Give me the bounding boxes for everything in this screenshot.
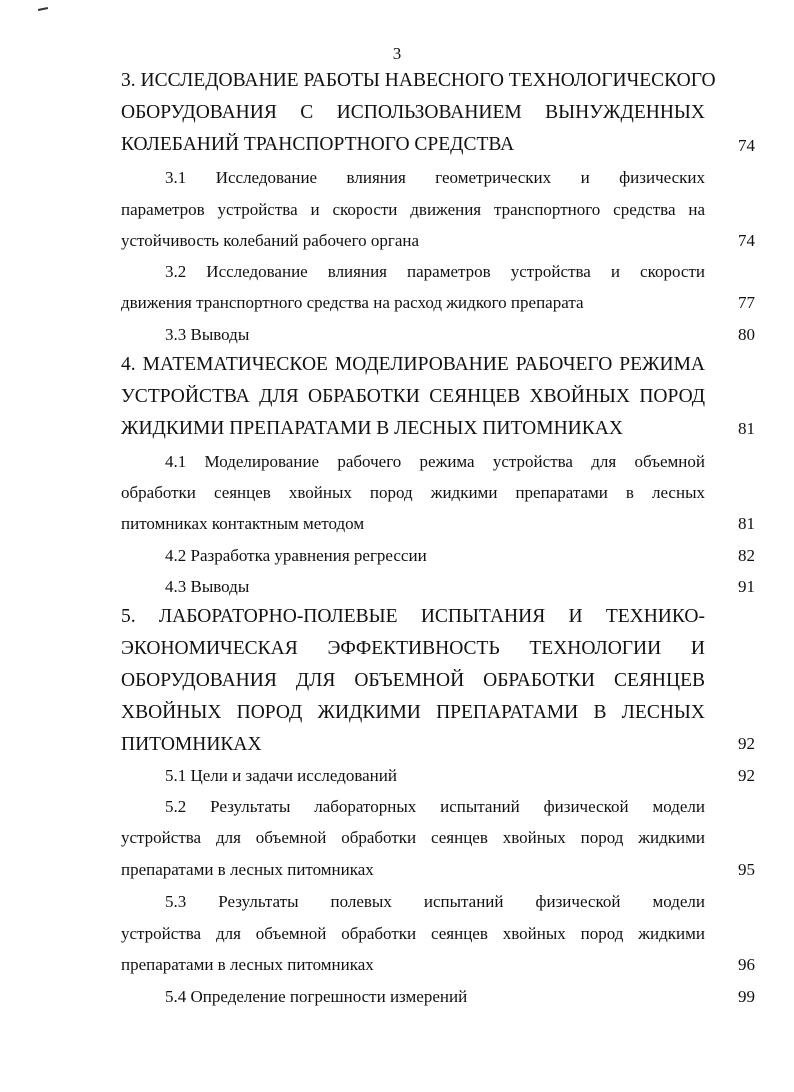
toc-chapter-3-line-2: ОБОРУДОВАНИЯ С ИСПОЛЬЗОВАНИЕМ ВЫНУЖДЕННЫХ [121,102,705,123]
toc-chapter-5-line-2: ЭКОНОМИЧЕСКАЯ ЭФФЕКТИВНОСТЬ ТЕХНОЛОГИИ И [121,638,705,659]
page-number: 3 [392,44,402,63]
toc-section-5-4-page: 99 [738,987,755,1006]
toc-section-4-2-page: 82 [738,546,755,565]
toc-section-5-3-page: 96 [738,955,755,974]
toc-chapter-3-line-3: КОЛЕБАНИЙ ТРАНСПОРТНОГО СРЕДСТВА [121,134,515,155]
toc-section-4-1-line-3: питомниках контактным методом [121,514,365,533]
toc-section-3-2-page: 77 [738,293,755,312]
toc-section-3-3-line-1: 3.3 Выводы [165,325,250,344]
toc-chapter-5-line-3: ОБОРУДОВАНИЯ ДЛЯ ОБЪЕМНОЙ ОБРАБОТКИ СЕЯНЦЕВ [121,670,705,691]
toc-chapter-5-line-4: ХВОЙНЫХ ПОРОД ЖИДКИМИ ПРЕПАРАТАМИ В ЛЕСНЫХ [121,702,705,723]
toc-section-4-2-line-1: 4.2 Разработка уравнения регрессии [165,546,427,565]
toc-section-4-3-line-1: 4.3 Выводы [165,577,250,596]
toc-section-5-4-line-1: 5.4 Определение погрешности измерений [165,987,468,1006]
toc-section-5-1-line-1: 5.1 Цели и задачи исследований [165,766,397,785]
toc-section-3-3-page: 80 [738,325,755,344]
toc-chapter-5-line-1: 5. ЛАБОРАТОРНО-ПОЛЕВЫЕ ИСПЫТАНИЯ И ТЕХНИКО- [121,606,705,627]
toc-chapter-3-line-1: 3. ИССЛЕДОВАНИЕ РАБОТЫ НАВЕСНОГО ТЕХНОЛОГИЧЕСКОГО [121,70,716,91]
toc-section-5-1-page: 92 [738,766,755,785]
toc-section-5-3-line-2: устройства для объемной обработки сеянцев хвойных пород жидкими [121,924,705,943]
toc-section-5-2-line-2: устройства для объемной обработки сеянцев хвойных пород жидкими [121,828,705,847]
toc-section-4-1-line-2: обработки сеянцев хвойных пород жидкими препаратами в лесных [121,483,705,502]
toc-section-5-3-line-3: препаратами в лесных питомниках [121,955,374,974]
toc-chapter-4-line-1: 4. МАТЕМАТИЧЕСКОЕ МОДЕЛИРОВАНИЕ РАБОЧЕГО РЕЖИМА [121,354,705,375]
toc-section-3-2-line-2: движения транспортного средства на расход жидкого препарата [121,293,584,312]
toc-section-5-2-page: 95 [738,860,755,879]
toc-chapter-4-line-2: УСТРОЙСТВА ДЛЯ ОБРАБОТКИ СЕЯНЦЕВ ХВОЙНЫХ ПОРОД [121,386,705,407]
toc-section-4-3-page: 91 [738,577,755,596]
toc-chapter-5-line-5: ПИТОМНИКАХ [121,734,262,755]
toc-section-3-1-line-1: 3.1 Исследование влияния геометрических и физических [165,168,705,187]
toc-section-4-1-page: 81 [738,514,755,533]
toc-section-5-2-line-1: 5.2 Результаты лабораторных испытаний физической модели [165,797,705,816]
scan-mark [38,7,48,11]
toc-section-3-1-line-2: параметров устройства и скорости движения транспортного средства на [121,200,705,219]
toc-section-3-1-line-3: устойчивость колебаний рабочего органа [121,231,420,250]
toc-section-4-1-line-1: 4.1 Моделирование рабочего режима устройства для объемной [165,452,705,471]
toc-section-5-2-line-3: препаратами в лесных питомниках [121,860,374,879]
toc-chapter-3-page: 74 [738,136,755,155]
toc-chapter-4-line-3: ЖИДКИМИ ПРЕПАРАТАМИ В ЛЕСНЫХ ПИТОМНИКАХ [121,418,623,439]
toc-section-3-2-line-1: 3.2 Исследование влияния параметров устройства и скорости [165,262,705,281]
toc-chapter-5-page: 92 [738,734,755,753]
toc-section-5-3-line-1: 5.3 Результаты полевых испытаний физической модели [165,892,705,911]
toc-chapter-4-page: 81 [738,419,755,438]
toc-section-3-1-page: 74 [738,231,755,250]
